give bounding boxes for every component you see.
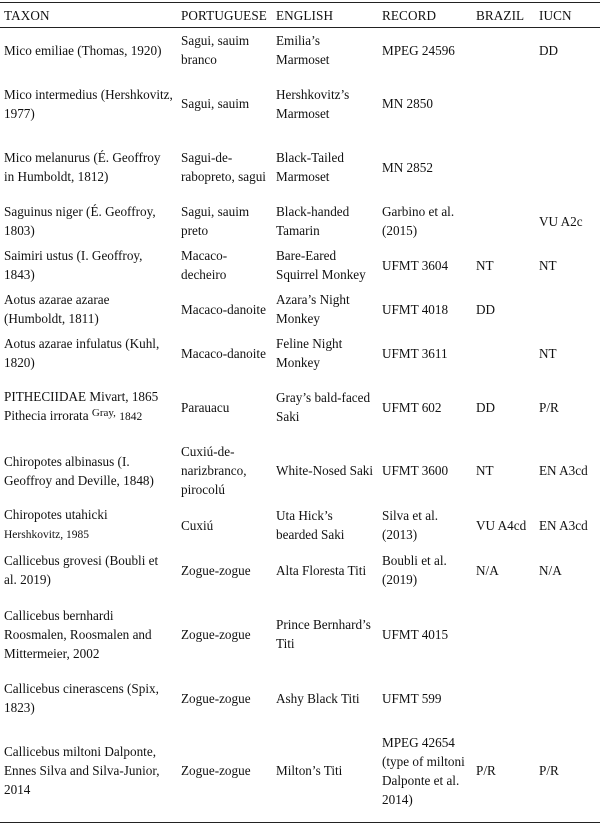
cell-record: UFMT 4015 <box>382 626 449 642</box>
cell-portuguese: Cuxiú <box>181 517 214 533</box>
cell-record: UFMT 4018 <box>382 301 449 317</box>
cell-brazil: P/R <box>472 720 535 822</box>
cell-iucn: P/R <box>535 720 600 822</box>
cell-iucn <box>535 135 600 199</box>
cell-iucn <box>535 676 600 720</box>
taxon-author-superscript: Gray, <box>91 407 116 419</box>
cell-taxon: Callicebus miltoni Dalponte, Ennes Silva and Silva-Junior, 2014 <box>0 720 177 822</box>
table-row <box>0 439 600 502</box>
cell-iucn: VU A2c <box>539 213 583 229</box>
cell-record: UFMT 3600 <box>382 463 449 478</box>
cell-taxon: Saguinus niger (É. Geoffroy, 1803) <box>4 204 156 238</box>
cell-brazil <box>472 331 535 375</box>
cell-taxon: Mico emiliae (Thomas, 1920) <box>4 42 162 58</box>
cell-iucn: N/A <box>539 562 562 578</box>
table-row <box>0 28 600 73</box>
cell-record: Silva et al. (2013) <box>382 508 439 542</box>
table-row <box>0 676 600 720</box>
cell-english: Black-handed Tamarin <box>276 204 350 238</box>
cell-portuguese: Zogue-zogue <box>177 720 272 822</box>
cell-brazil <box>472 676 535 720</box>
table-row <box>0 375 600 439</box>
cell-english: Azara’s Night Monkey <box>276 292 350 326</box>
taxon-name: Chiropotes utahicki <box>4 507 108 522</box>
cell-taxon: Callicebus grovesi (Boubli et al. 2019) <box>4 553 159 587</box>
cell-iucn: DD <box>539 42 559 58</box>
cell-taxon: Mico melanurus (É. Geoffroy in Humboldt, 1812) <box>4 150 161 184</box>
cell-iucn <box>535 72 600 135</box>
cell-english: Uta Hick’s bearded Saki <box>276 508 345 542</box>
cell-taxon: Callicebus cinerascens (Spix, 1823) <box>4 681 159 715</box>
cell-brazil: NT <box>476 463 494 478</box>
table-row <box>0 135 600 199</box>
cell-english: Ashy Black Titi <box>276 690 360 706</box>
cell-brazil <box>472 135 535 199</box>
table-row <box>0 592 600 676</box>
cell-iucn: P/R <box>539 399 559 415</box>
cell-english: Alta Floresta Titi <box>276 562 367 578</box>
cell-iucn <box>535 592 600 676</box>
table-row <box>0 199 600 243</box>
cell-portuguese: Macaco-danoite <box>181 345 266 361</box>
cell-english: Milton’s Titi <box>272 720 378 822</box>
taxon-year: 1842 <box>119 411 143 423</box>
cell-portuguese: Sagui-de-rabopreto, sagui <box>181 150 266 184</box>
cell-brazil <box>472 28 535 73</box>
cell-portuguese: Parauacu <box>181 399 230 415</box>
cell-record: MN 2850 <box>382 96 433 111</box>
cell-english: Bare-Eared Squirrel Monkey <box>276 248 366 282</box>
table-header-row <box>0 3 600 28</box>
taxon-author: Hershkovitz, 1985 <box>4 529 89 541</box>
cell-iucn <box>535 287 600 331</box>
table-row <box>0 287 600 331</box>
cell-taxon: Callicebus bernhardi Roosmalen, Roosmalen and Mittermeier, 2002 <box>4 607 152 661</box>
cell-portuguese: Sagui, sauim preto <box>181 204 250 238</box>
cell-english: Emilia’s Marmoset <box>276 33 330 67</box>
cell-taxon: Aotus azarae infulatus (Kuhl, 1820) <box>4 336 160 370</box>
cell-brazil <box>472 592 535 676</box>
cell-brazil: DD <box>476 399 496 415</box>
cell-brazil <box>472 199 535 243</box>
cell-portuguese: Macaco-decheiro <box>181 248 228 282</box>
cell-record: Garbino et al. (2015) <box>382 204 455 238</box>
cell-portuguese: Sagui, sauim branco <box>181 33 250 67</box>
header-record: RECORD <box>378 3 472 28</box>
table-row <box>0 331 600 375</box>
cell-english: Hershkovitz’s Marmoset <box>276 86 350 121</box>
cell-brazil: VU A4cd <box>476 517 527 533</box>
cell-english: White-Nosed Saki <box>276 463 374 478</box>
table-row <box>0 243 600 287</box>
table-row <box>0 502 600 548</box>
header-iucn: IUCN <box>535 3 600 28</box>
header-portuguese: PORTUGUESE <box>177 3 272 28</box>
cell-portuguese: Zogue-zogue <box>181 690 251 706</box>
cell-iucn: EN A3cd <box>539 463 588 478</box>
cell-portuguese: Zogue-zogue <box>181 562 251 578</box>
cell-brazil: NT <box>476 257 494 273</box>
cell-taxon: Saimiri ustus (I. Geoffroy, 1843) <box>4 248 143 282</box>
cell-portuguese: Macaco-danoite <box>181 301 266 317</box>
header-english: ENGLISH <box>272 3 378 28</box>
cell-iucn: EN A3cd <box>539 517 588 533</box>
cell-record: UFMT 602 <box>382 399 442 415</box>
cell-record: MPEG 24596 <box>382 42 455 58</box>
header-taxon: TAXON <box>0 3 177 28</box>
cell-record: Boubli et al. (2019) <box>382 553 447 587</box>
cell-portuguese: Cuxiú-de-narizbranco, pirocolú <box>181 444 247 497</box>
cell-portuguese: Zogue-zogue <box>181 626 251 642</box>
cell-english: Feline Night Monkey <box>276 336 343 370</box>
cell-english: Prince Bernhard’s Titi <box>276 617 371 651</box>
primate-species-table <box>0 2 600 823</box>
cell-brazil: N/A <box>476 562 499 578</box>
cell-record: MPEG 42654 (type of miltoni Dalponte et al. 2014) <box>378 720 472 822</box>
header-brazil: BRAZIL <box>472 3 535 28</box>
cell-english: Black-Tailed Marmoset <box>276 150 344 184</box>
cell-taxon: Mico intermedius (Hershkovitz, 1977) <box>4 86 173 121</box>
cell-taxon <box>0 375 177 439</box>
table-row <box>0 720 600 822</box>
taxon-name: PITHECIIDAE Mivart, 1865 Pithecia irrorata <box>4 389 159 423</box>
cell-taxon: Aotus azarae azarae (Humboldt, 1811) <box>4 292 110 326</box>
cell-record: UFMT 3604 <box>382 257 449 273</box>
cell-record: MN 2852 <box>382 159 433 175</box>
cell-iucn: NT <box>539 345 557 361</box>
cell-brazil <box>472 72 535 135</box>
cell-english: Gray’s bald-faced Saki <box>276 390 371 424</box>
cell-brazil: DD <box>476 301 496 317</box>
cell-portuguese: Sagui, sauim <box>181 96 250 111</box>
cell-iucn: NT <box>539 257 557 273</box>
cell-record: UFMT 3611 <box>382 345 448 361</box>
cell-taxon <box>0 502 177 548</box>
table-row <box>0 72 600 135</box>
cell-taxon: Chiropotes albinasus (I. Geoffroy and Deville, 1848) <box>4 453 154 488</box>
cell-record: UFMT 599 <box>382 690 442 706</box>
table-row <box>0 548 600 592</box>
